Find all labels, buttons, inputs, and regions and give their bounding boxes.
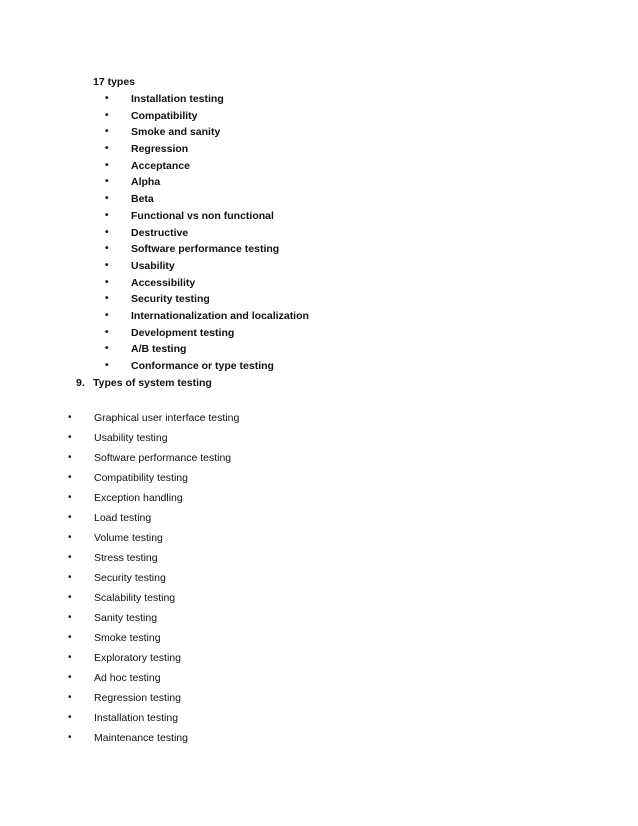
bullet-icon: •: [105, 309, 109, 321]
list-item-label: Load testing: [94, 512, 152, 524]
bullet-icon: •: [105, 193, 109, 205]
list-item-label: Software performance testing: [131, 243, 280, 256]
list-item-label: Security testing: [131, 293, 210, 306]
list-item-label: Ad hoc testing: [94, 672, 161, 684]
list-item-label: Sanity testing: [94, 612, 158, 624]
list-item-label: Destructive: [131, 226, 189, 239]
bullet-icon: •: [105, 176, 109, 188]
bullet-icon: •: [68, 612, 72, 623]
bullet-icon: •: [105, 326, 109, 338]
bullet-icon: •: [68, 532, 72, 543]
bullet-icon: •: [68, 452, 72, 463]
list-item-label: Conformance or type testing: [131, 360, 274, 372]
bullet-icon: •: [105, 343, 109, 355]
bullet-icon: •: [105, 360, 109, 371]
bullet-icon: •: [105, 93, 109, 104]
list-item-label: Exception handling: [94, 492, 183, 504]
list-item-label: A/B testing: [131, 343, 187, 356]
bullet-icon: •: [105, 293, 109, 305]
list-item-label: Regression testing: [94, 692, 181, 704]
list-item-label: Exploratory testing: [94, 652, 181, 664]
list-item-label: Internationalization and localization: [131, 309, 309, 322]
bullet-icon: •: [68, 572, 72, 583]
bullet-icon: •: [68, 552, 72, 563]
list-item-label: Scalability testing: [94, 592, 176, 604]
list-item-label: Usability: [131, 259, 175, 272]
list-item-label: Development testing: [131, 326, 235, 339]
list-item-label: Usability testing: [94, 432, 168, 444]
bullet-icon: •: [68, 432, 72, 443]
bullet-icon: •: [105, 109, 109, 121]
list-item-label: Accessibility: [131, 276, 196, 289]
system-testing-heading: [76, 376, 212, 390]
heading-text: Types of system testing: [93, 377, 212, 389]
bullet-icon: •: [105, 276, 109, 288]
bullet-icon: •: [68, 412, 72, 423]
bullet-icon: •: [68, 472, 72, 483]
bullet-icon: •: [105, 259, 109, 271]
bullet-icon: •: [105, 209, 109, 221]
list-item-label: Installation testing: [131, 93, 224, 105]
list-item-label: Graphical user interface testing: [94, 412, 240, 424]
bullet-icon: •: [68, 672, 72, 683]
list-item-label: Smoke testing: [94, 632, 161, 644]
bullet-icon: •: [105, 243, 109, 255]
list-item-label: Smoke and sanity: [131, 126, 221, 139]
list-item-label: Compatibility testing: [94, 472, 188, 484]
bullet-icon: •: [68, 712, 72, 723]
list-item-label: Stress testing: [94, 552, 158, 564]
bullet-icon: •: [105, 226, 109, 238]
types-heading: 17 types: [93, 76, 136, 88]
bullet-icon: •: [105, 143, 109, 155]
list-item-label: Acceptance: [131, 159, 190, 172]
bullet-icon: •: [68, 652, 72, 663]
list-item-label: Compatibility: [131, 109, 198, 122]
list-item-label: Alpha: [131, 176, 161, 189]
list-item-label: Regression: [131, 143, 189, 156]
bullet-icon: •: [105, 159, 109, 171]
bullet-icon: •: [68, 592, 72, 603]
list-item-label: Beta: [131, 193, 154, 206]
bullet-icon: •: [68, 512, 72, 523]
list-item-label: Maintenance testing: [94, 732, 188, 744]
bullet-icon: •: [68, 732, 72, 743]
list-item-label: Installation testing: [94, 712, 179, 724]
list-item-label: Security testing: [94, 572, 166, 584]
bullet-icon: •: [105, 126, 109, 138]
list-item-label: Functional vs non functional: [131, 209, 274, 222]
list-item-label: Software performance testing: [94, 452, 232, 464]
list-item-label: Volume testing: [94, 532, 163, 544]
bullet-icon: •: [68, 632, 72, 643]
heading-number: 9.: [76, 377, 85, 389]
bullet-icon: •: [68, 692, 72, 703]
bullet-icon: •: [68, 492, 72, 503]
